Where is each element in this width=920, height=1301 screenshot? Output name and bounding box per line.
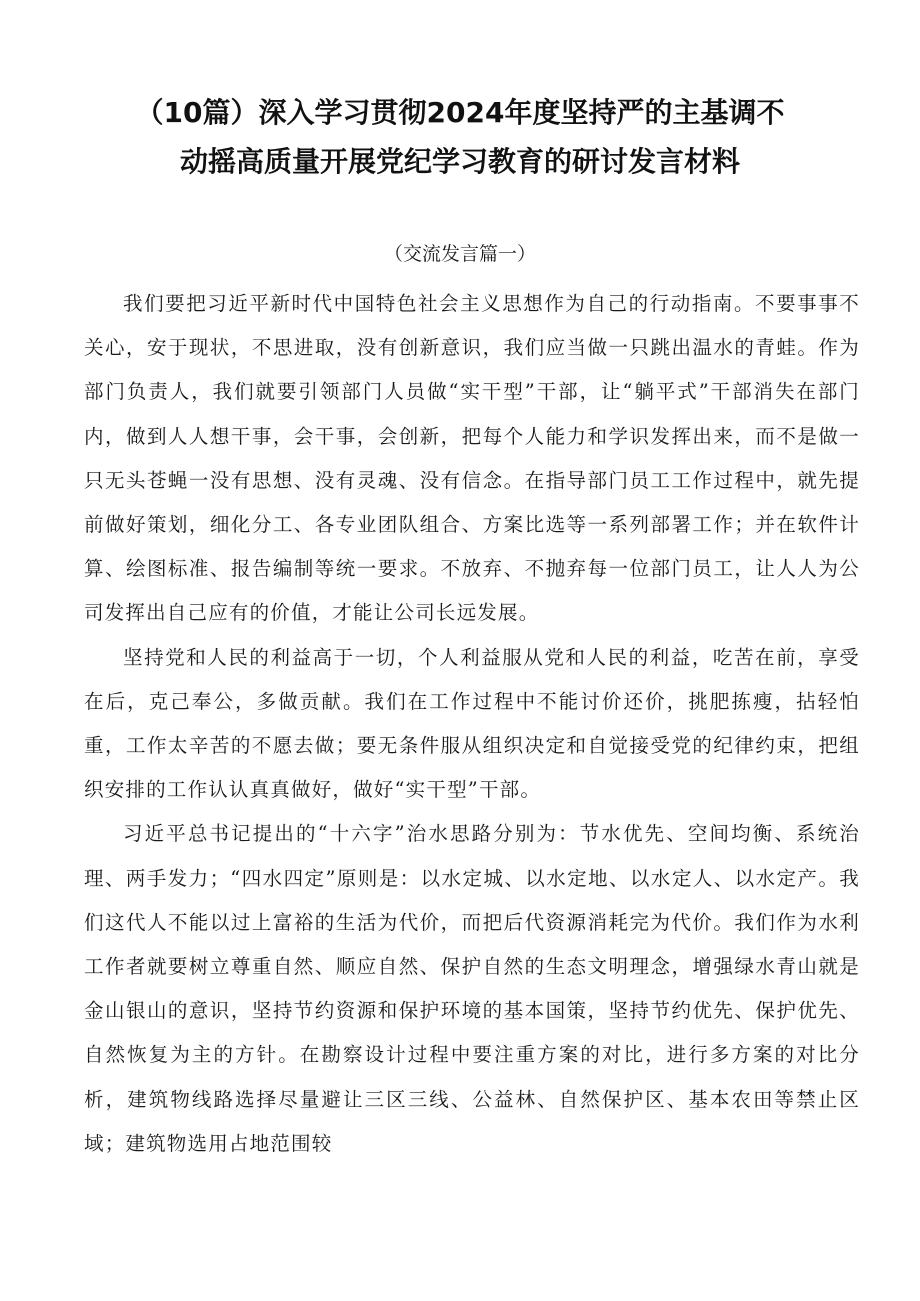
document-title xyxy=(60,88,860,186)
document-body xyxy=(84,282,860,1166)
section-heading: （交流发言篇一） xyxy=(383,243,536,265)
body-paragraph-2: 坚持党和人民的利益高于一切，个人利益服从党和人民的利益，吃苦在前，享受在后，克己奉公，多做贡献。我们在工作过程中不能讨价还价，挑肥拣瘦，拈轻怕重，工作太辛苦的不愿去做；要无条件服从组织决定和自觉接受党的纪律约束，把组织安排的工作认认真真做好，做好“实干型”干部。 xyxy=(84,645,860,802)
document-title-line-2: 动摇高质量开展党纪学习教育的研讨发言材料 xyxy=(179,145,740,178)
document-title-line-1: （10篇）深入学习贯彻2024年度坚持严的主基调不 xyxy=(135,96,785,129)
body-paragraph-3: 习近平总书记提出的“十六字”治水思路分别为：节水优先、空间均衡、系统治理、两手发力；“四水四定”原则是：以水定城、以水定地、以水定人、以水定产。我们这代人不能以过上富裕的生活为代价，而把后代资源消耗完为代价。我们作为水利工作者就要树立尊重自然、顺应自然、保护自然的生态文明理念，增强绿水青山就是金山银山的意识，坚持节约资源和保护环境的基本国策，坚持节约优先、保护优先、自然恢复为主的方针。在勘察设计过程中要注重方案的对比，进行多方案的对比分析，建筑物线路选择尽量避让三区三线、公益林、自然保护区、基本农田等禁止区域；建筑物选用占地范围较 xyxy=(84,822,860,1155)
body-paragraph-1: 我们要把习近平新时代中国特色社会主义思想作为自己的行动指南。不要事事不关心，安于现状，不思进取，没有创新意识，我们应当做一只跳出温水的青蛙。作为部门负责人，我们就要引领部门人员做“实干型”干部，让“躺平式”干部消失在部门内，做到人人想干事，会干事，会创新，把每个人能力和学识发挥出来，而不是做一只无头苍蝇一没有思想、没有灵魂、没有信念。在指导部门员工工作过程中，就先提前做好策划，细化分工、各专业团队组合、方案比选等一系列部署工作；并在软件计算、绘图标准、报告编制等统一要求。不放弃、不抛弃每一位部门员工，让人人为公司发挥出自己应有的价值，才能让公司长远发展。 xyxy=(84,292,860,625)
